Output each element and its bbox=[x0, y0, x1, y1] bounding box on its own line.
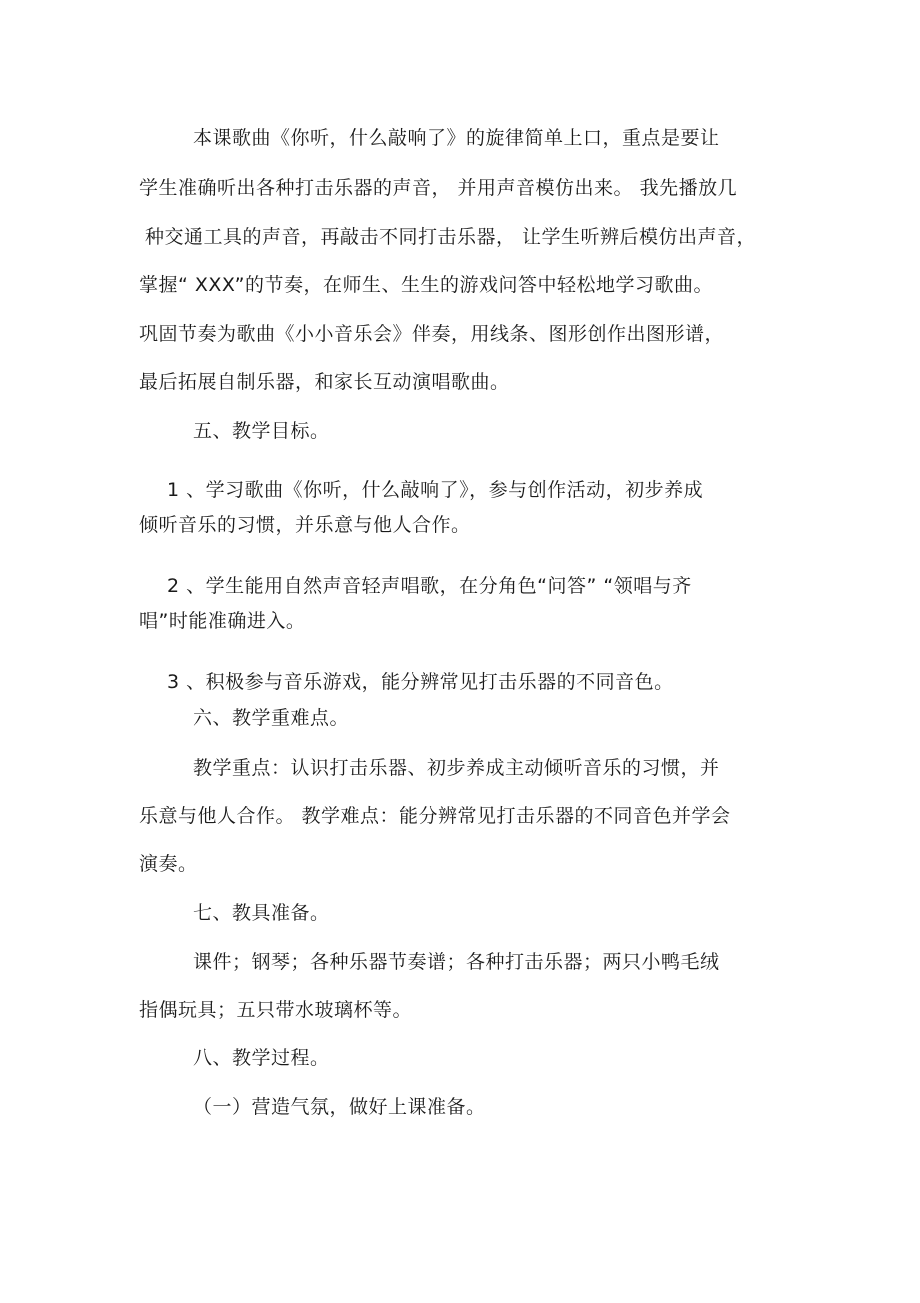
text-line: 演奏。 bbox=[139, 853, 198, 875]
text-line: 倾听音乐的习惯，并乐意与他人合作。 bbox=[139, 514, 471, 536]
text-line: 唱”时能准确进入。 bbox=[139, 610, 306, 632]
text-line: 3 、积极参与音乐游戏，能分辨常见打击乐器的不同音色。 bbox=[167, 671, 674, 693]
text-line: 教学重点：认识打击乐器、初步养成主动倾听音乐的习惯，并 bbox=[193, 757, 720, 779]
text-line: 本课歌曲《你听，什么敲响了》的旋律简单上口，重点是要让 bbox=[193, 127, 720, 149]
text-line: 乐意与他人合作。 教学难点：能分辨常见打击乐器的不同音色并学会 bbox=[139, 805, 731, 827]
text-line: 指偶玩具；五只带水玻璃杯等。 bbox=[139, 999, 413, 1021]
text-line: 巩固节奏为歌曲《小小音乐会》伴奏，用线条、图形创作出图形谱， bbox=[139, 323, 725, 345]
text-line: 学生准确听出各种打击乐器的声音， 并用声音模仿出来。 我先播放几 bbox=[139, 177, 738, 199]
text-line: 种交通工具的声音，再敲击不同打击乐器， 让学生听辨后模仿出声音， bbox=[145, 226, 757, 248]
text-line: 最后拓展自制乐器，和家长互动演唱歌曲。 bbox=[139, 371, 510, 393]
section-heading: 五、教学目标。 bbox=[193, 420, 330, 442]
section-heading: 六、教学重难点。 bbox=[193, 707, 350, 729]
text-line: 课件；钢琴；各种乐器节奏谱；各种打击乐器；两只小鸭毛绒 bbox=[193, 951, 720, 973]
text-line: （一）营造气氛，做好上课准备。 bbox=[193, 1096, 486, 1118]
text-line: 1 、学习歌曲《你听，什么敲响了》，参与创作活动，初步养成 bbox=[167, 479, 704, 501]
text-line: 2 、学生能用自然声音轻声唱歌，在分角色“问答” “领唱与齐 bbox=[167, 575, 692, 597]
section-heading: 七、教具准备。 bbox=[193, 902, 330, 924]
section-heading: 八、教学过程。 bbox=[193, 1047, 330, 1069]
text-line: 掌握“ XXX”的节奏，在师生、生生的游戏问答中轻松地学习歌曲。 bbox=[139, 274, 714, 296]
